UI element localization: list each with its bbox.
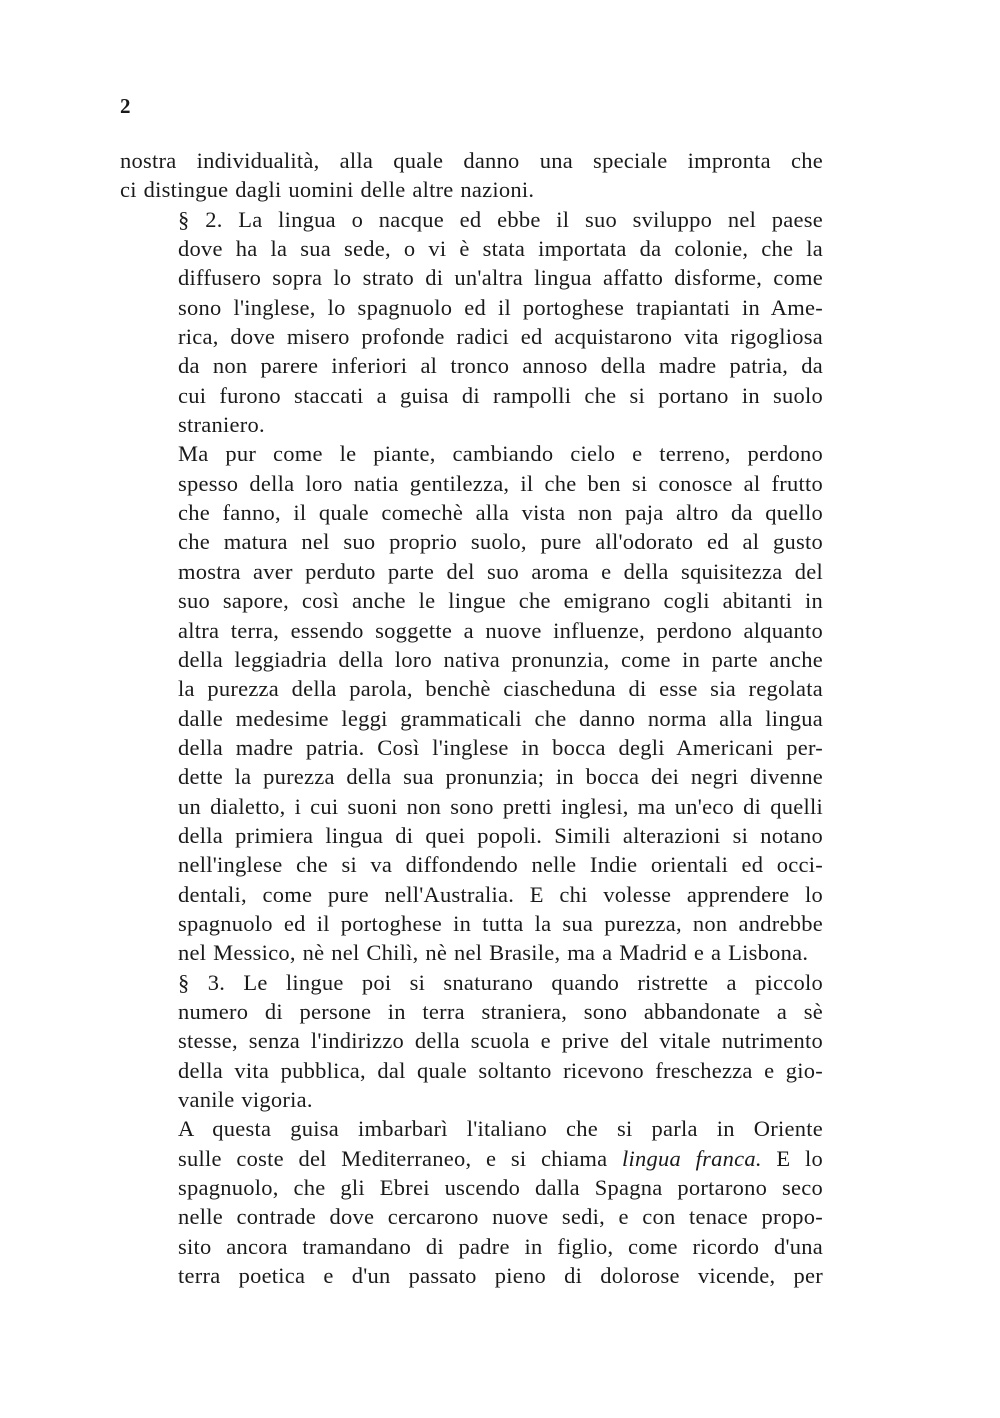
page-number: 2 (120, 94, 131, 118)
text-line: dove ha la sua sede, o vi è stata importata da colonie, che la (178, 236, 823, 262)
italic-term-lingua-franca: lingua franca. (622, 1145, 762, 1171)
text-line: numero di persone in terra straniera, sono abbandonate a sè (178, 998, 823, 1024)
text-line: A questa guisa imbarbarì l'italiano che si parla in Oriente (178, 1116, 823, 1142)
paragraph-3 (120, 439, 823, 967)
text-line: della vita pubblica, dal quale soltanto ricevono freschezza e gio- (178, 1057, 823, 1083)
text-line: spagnuolo ed il portoghese in tutta la sua purezza, non andrebbe (178, 910, 823, 936)
text-line: della primiera lingua di quei popoli. Simili alterazioni si notano (178, 822, 823, 848)
text-line: sito ancora tramandano di padre in figlio, come ricordo d'una (178, 1233, 823, 1259)
text-line: nostra individualità, alla quale danno una speciale impronta che (120, 148, 823, 173)
text-line: la purezza della parola, benchè ciascheduna di esse sia regolata (178, 676, 823, 702)
text-line: dette la purezza della sua pronunzia; in bocca dei negri divenne (178, 764, 823, 790)
text-line: rica, dove misero profonde radici ed acquistarono vita rigogliosa (178, 324, 823, 350)
text-line: § 2. La lingua o nacque ed ebbe il suo sviluppo nel paese (178, 206, 823, 232)
text-line-with-italic (120, 1144, 823, 1173)
text-line: Ma pur come le piante, cambiando cielo e terreno, perdono (178, 441, 823, 467)
paragraph-4 (120, 968, 823, 1115)
text-line: ci distingue dagli uomini delle altre nazioni. (120, 177, 535, 203)
text-line: nelle contrade dove cercarono nuove sedi, e con tenace propo- (178, 1204, 823, 1230)
text-line: della leggiadria della loro nativa pronunzia, come in parte anche (178, 646, 823, 672)
text-line: nel Messico, nè nel Chilì, nè nel Brasile, ma a Madrid e a Lisbona. (178, 940, 809, 966)
body-text (120, 146, 823, 1290)
text-line: che fanno, il quale comechè alla vista non paja altro da quello (178, 500, 823, 526)
paragraph-2 (120, 205, 823, 440)
text-line: terra poetica e d'un passato pieno di dolorose vicende, per (178, 1263, 823, 1289)
text-segment: E lo (761, 1145, 823, 1171)
text-segment: sulle coste del Mediterraneo, e si chiama (178, 1145, 623, 1171)
text-line: § 3. Le lingue poi si snaturano quando ristrette a piccolo (178, 969, 823, 995)
text-line: della madre patria. Così l'inglese in bocca degli Americani per- (178, 734, 823, 760)
text-line: mostra aver perduto parte del suo aroma e della squisitezza del (178, 558, 823, 584)
text-line: sono l'inglese, lo spagnuolo ed il portoghese trapiantati in Ame- (178, 294, 823, 320)
text-line: spesso della loro natia gentilezza, il che ben si conosce al frutto (178, 470, 823, 496)
text-line: straniero. (178, 412, 265, 438)
text-line: dentali, come pure nell'Australia. E chi volesse apprendere lo (178, 881, 823, 907)
text-line: che matura nel suo proprio suolo, pure all'odorato ed al gusto (178, 529, 823, 555)
text-line: un dialetto, i cui suoni non sono pretti inglesi, ma un'eco di quelli (178, 793, 823, 819)
text-line: da non parere inferiori al tronco annoso della madre patria, da (178, 353, 823, 379)
paragraph-5 (120, 1114, 823, 1290)
text-line: spagnuolo, che gli Ebrei uscendo dalla Spagna portarono seco (178, 1175, 823, 1201)
text-line: stesse, senza l'indirizzo della scuola e prive del vitale nutrimento (178, 1028, 823, 1054)
text-line: vanile vigoria. (178, 1087, 313, 1112)
text-line: cui furono staccati a guisa di rampolli che si portano in suolo (178, 382, 823, 408)
paragraph-1 (120, 146, 823, 205)
text-line: nell'inglese che si va diffondendo nelle Indie orientali ed occi- (178, 852, 823, 878)
text-line: altra terra, essendo soggette a nuove influenze, perdono alquanto (178, 617, 823, 643)
text-line: dalle medesime leggi grammaticali che danno norma alla lingua (178, 705, 823, 731)
text-line: suo sapore, così anche le lingue che emigrano cogli abitanti in (178, 588, 823, 614)
text-line: diffusero sopra lo strato di un'altra lingua affatto disforme, come (178, 265, 823, 291)
